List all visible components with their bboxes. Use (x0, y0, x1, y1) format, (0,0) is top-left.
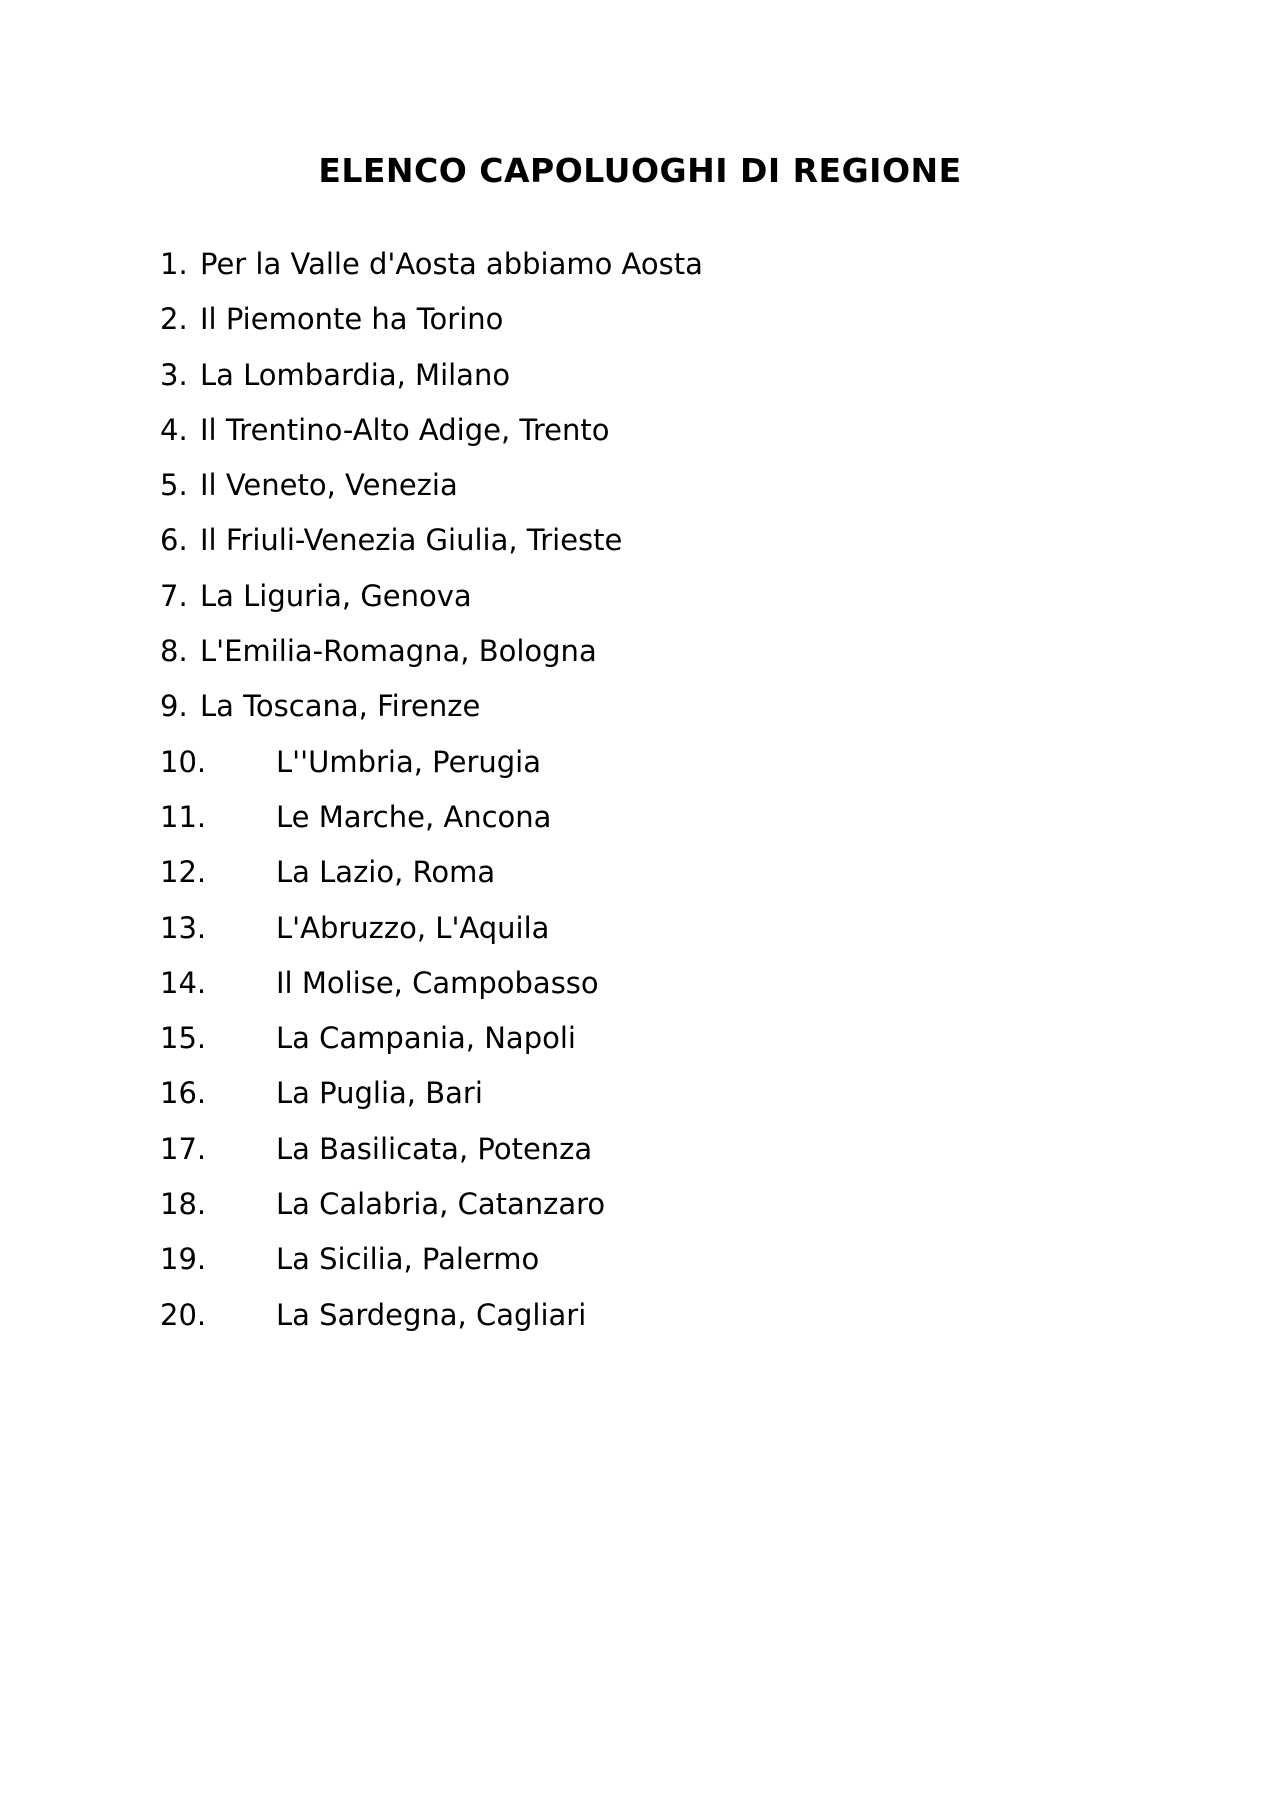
list-item (160, 958, 703, 1013)
item-text: La Lazio, Roma (276, 855, 496, 890)
item-text: Per la Valle d'Aosta abbiamo Aosta (200, 247, 703, 281)
item-number: 11. (160, 799, 207, 834)
item-text: La Puglia, Bari (276, 1076, 483, 1111)
item-number: 1. (160, 247, 188, 281)
item-text: Il Trentino-Alto Adige, Trento (200, 412, 610, 447)
list-item (160, 847, 703, 902)
item-number: 2. (160, 302, 188, 337)
list-item (160, 1290, 703, 1345)
item-text: La Sicilia, Palermo (276, 1242, 540, 1277)
list-item (160, 792, 703, 847)
list-item (160, 903, 703, 958)
list-item (160, 460, 703, 515)
item-number: 7. (160, 578, 188, 613)
item-text: La Campania, Napoli (276, 1021, 576, 1056)
list-item (160, 1234, 703, 1289)
item-text: La Toscana, Firenze (200, 689, 481, 724)
list-item (160, 681, 703, 736)
item-number: 19. (160, 1242, 207, 1277)
item-text: La Liguria, Genova (200, 578, 472, 613)
item-text: L'Emilia-Romagna, Bologna (200, 634, 597, 669)
item-number: 17. (160, 1131, 207, 1166)
list-item (160, 405, 703, 460)
item-text: Il Molise, Campobasso (276, 965, 599, 1000)
item-number: 8. (160, 634, 188, 669)
list-item (160, 239, 703, 294)
list-item (160, 1124, 703, 1179)
list-item (160, 626, 703, 681)
list-item (160, 294, 703, 349)
item-number: 18. (160, 1187, 207, 1222)
item-number: 13. (160, 910, 207, 945)
item-text: La Sardegna, Cagliari (276, 1297, 587, 1332)
region-capitals-list (160, 239, 703, 1345)
item-number: 12. (160, 855, 207, 890)
item-text: L'Abruzzo, L'Aquila (276, 910, 550, 945)
item-text: Il Friuli-Venezia Giulia, Trieste (200, 523, 623, 558)
item-text: La Basilicata, Potenza (276, 1131, 593, 1166)
item-number: 5. (160, 468, 188, 503)
item-text: Il Piemonte ha Torino (200, 302, 504, 337)
item-number: 6. (160, 523, 188, 558)
item-text: La Calabria, Catanzaro (276, 1187, 606, 1222)
list-item (160, 1013, 703, 1068)
item-number: 3. (160, 357, 188, 392)
list-item (160, 350, 703, 405)
list-item (160, 1068, 703, 1123)
item-number: 10. (160, 744, 207, 779)
list-item (160, 1179, 703, 1234)
item-text: La Lombardia, Milano (200, 357, 511, 392)
item-number: 20. (160, 1297, 207, 1332)
item-text: Il Veneto, Venezia (200, 468, 458, 503)
item-number: 15. (160, 1021, 207, 1056)
document-title: ELENCO CAPOLUOGHI DI REGIONE (318, 151, 962, 190)
item-text: L''Umbria, Perugia (276, 744, 542, 779)
item-number: 16. (160, 1076, 207, 1111)
item-text: Le Marche, Ancona (276, 799, 552, 834)
list-item (160, 515, 703, 570)
list-item (160, 571, 703, 626)
item-number: 9. (160, 689, 188, 724)
item-number: 4. (160, 412, 188, 447)
item-number: 14. (160, 965, 207, 1000)
list-item (160, 737, 703, 792)
